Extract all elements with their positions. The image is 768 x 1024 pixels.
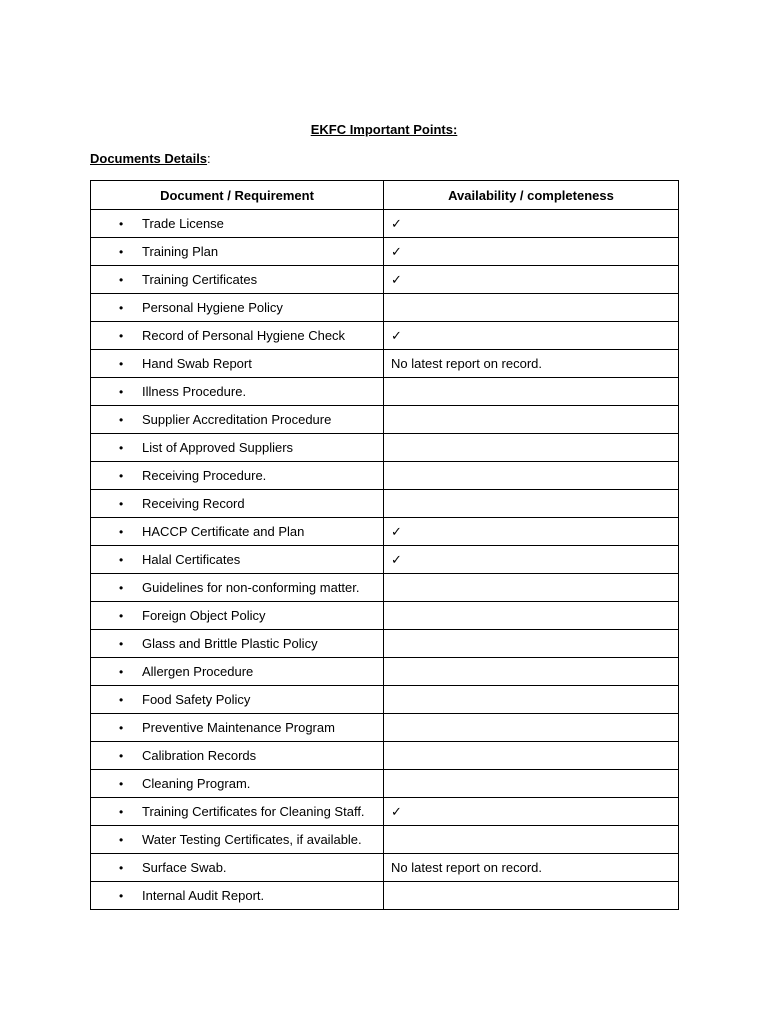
availability-cell [384, 350, 679, 378]
requirement-label: Personal Hygiene Policy [142, 300, 283, 315]
bullet-icon: • [119, 469, 124, 483]
checkmark-icon: ✓ [391, 272, 402, 288]
table-header-row [91, 181, 679, 210]
availability-cell [384, 518, 679, 546]
availability-cell [384, 434, 679, 462]
bullet-icon: • [119, 637, 124, 651]
bullet-icon: • [119, 553, 124, 567]
requirement-cell [91, 658, 384, 686]
requirement-label: Record of Personal Hygiene Check [142, 328, 346, 343]
bullet-icon: • [119, 609, 124, 623]
bullet-icon: • [119, 329, 124, 343]
table-row [91, 210, 679, 238]
requirement-label: List of Approved Suppliers [142, 440, 294, 455]
table-row [91, 602, 679, 630]
documents-table [90, 180, 679, 910]
requirement-label: Illness Procedure. [142, 384, 247, 399]
table-row [91, 518, 679, 546]
availability-cell [384, 882, 679, 910]
requirement-label: Training Plan [142, 244, 219, 259]
requirement-label: Calibration Records [142, 748, 257, 763]
requirement-cell [91, 350, 384, 378]
availability-cell [384, 770, 679, 798]
requirement-label: Supplier Accreditation Procedure [142, 412, 332, 427]
bullet-icon: • [119, 889, 124, 903]
checkmark-icon: ✓ [391, 552, 402, 568]
table-row [91, 714, 679, 742]
table-row [91, 462, 679, 490]
bullet-icon: • [119, 441, 124, 455]
requirement-cell [91, 882, 384, 910]
requirement-label: HACCP Certificate and Plan [142, 524, 305, 539]
availability-cell [384, 210, 679, 238]
requirement-label: Training Certificates for Cleaning Staff. [142, 804, 365, 819]
table-row [91, 266, 679, 294]
requirement-cell [91, 378, 384, 406]
table-row [91, 630, 679, 658]
requirement-cell [91, 686, 384, 714]
table-row [91, 322, 679, 350]
availability-cell [384, 602, 679, 630]
bullet-icon: • [119, 413, 124, 427]
bullet-icon: • [119, 245, 124, 259]
requirement-cell [91, 742, 384, 770]
availability-cell [384, 742, 679, 770]
table-row [91, 546, 679, 574]
requirement-cell [91, 546, 384, 574]
table-row [91, 350, 679, 378]
requirement-cell [91, 406, 384, 434]
requirement-cell [91, 770, 384, 798]
requirement-label: Food Safety Policy [142, 692, 251, 707]
availability-note: No latest report on record. [391, 356, 543, 371]
requirement-cell [91, 798, 384, 826]
bullet-icon: • [119, 217, 124, 231]
requirement-cell [91, 462, 384, 490]
requirement-label: Receiving Record [142, 496, 245, 511]
requirement-cell [91, 602, 384, 630]
availability-cell [384, 798, 679, 826]
table-row [91, 854, 679, 882]
checkmark-icon: ✓ [391, 804, 402, 820]
requirement-label: Glass and Brittle Plastic Policy [142, 636, 318, 651]
requirement-cell [91, 434, 384, 462]
availability-cell [384, 462, 679, 490]
requirement-cell [91, 490, 384, 518]
requirement-label: Receiving Procedure. [142, 468, 267, 483]
availability-cell [384, 294, 679, 322]
availability-cell [384, 238, 679, 266]
table-row [91, 406, 679, 434]
requirement-label: Surface Swab. [142, 860, 227, 875]
requirement-cell [91, 238, 384, 266]
requirement-cell [91, 574, 384, 602]
section-heading-text: Documents Details [90, 151, 208, 166]
bullet-icon: • [119, 833, 124, 847]
table-row [91, 882, 679, 910]
requirement-cell [91, 854, 384, 882]
table-row [91, 742, 679, 770]
availability-cell [384, 378, 679, 406]
requirement-label: Cleaning Program. [142, 776, 251, 791]
table-row [91, 658, 679, 686]
availability-cell [384, 546, 679, 574]
table-row [91, 574, 679, 602]
requirement-label: Water Testing Certificates, if available. [142, 832, 362, 847]
requirement-cell [91, 266, 384, 294]
table-row [91, 826, 679, 854]
checkmark-icon: ✓ [391, 328, 402, 344]
requirement-label: Preventive Maintenance Program [142, 720, 335, 735]
checkmark-icon: ✓ [391, 244, 402, 260]
availability-cell [384, 574, 679, 602]
bullet-icon: • [119, 665, 124, 679]
requirement-cell [91, 826, 384, 854]
bullet-icon: • [119, 861, 124, 875]
bullet-icon: • [119, 385, 124, 399]
checkmark-icon: ✓ [391, 216, 402, 232]
requirement-label: Trade License [142, 216, 224, 231]
bullet-icon: • [119, 357, 124, 371]
bullet-icon: • [119, 721, 124, 735]
table-row [91, 490, 679, 518]
bullet-icon: • [119, 497, 124, 511]
table-row [91, 378, 679, 406]
header-document-requirement: Document / Requirement [91, 181, 384, 210]
availability-cell [384, 714, 679, 742]
checkmark-icon: ✓ [391, 524, 402, 540]
table-row [91, 798, 679, 826]
requirement-label: Halal Certificates [142, 552, 241, 567]
requirement-cell [91, 630, 384, 658]
requirement-label: Training Certificates [142, 272, 258, 287]
requirement-cell [91, 714, 384, 742]
requirement-cell [91, 518, 384, 546]
bullet-icon: • [119, 805, 124, 819]
requirement-label: Foreign Object Policy [142, 608, 266, 623]
bullet-icon: • [119, 301, 124, 315]
bullet-icon: • [119, 749, 124, 763]
bullet-icon: • [119, 273, 124, 287]
requirement-label: Hand Swab Report [142, 356, 252, 371]
availability-note: No latest report on record. [391, 860, 543, 875]
section-heading [90, 151, 211, 166]
table-body [91, 210, 679, 910]
table-row [91, 238, 679, 266]
table-row [91, 294, 679, 322]
availability-cell [384, 686, 679, 714]
bullet-icon: • [119, 581, 124, 595]
requirement-cell [91, 322, 384, 350]
table-row [91, 434, 679, 462]
availability-cell [384, 322, 679, 350]
availability-cell [384, 658, 679, 686]
section-heading-colon: : [207, 151, 211, 166]
bullet-icon: • [119, 693, 124, 707]
requirement-label: Internal Audit Report. [142, 888, 265, 903]
bullet-icon: • [119, 777, 124, 791]
requirement-cell [91, 294, 384, 322]
availability-cell [384, 490, 679, 518]
bullet-icon: • [119, 525, 124, 539]
table-row [91, 686, 679, 714]
requirement-cell [91, 210, 384, 238]
availability-cell [384, 630, 679, 658]
document-title: EKFC Important Points: [310, 122, 458, 137]
availability-cell [384, 406, 679, 434]
table-row [91, 770, 679, 798]
header-availability: Availability / completeness [384, 181, 679, 210]
requirement-label: Allergen Procedure [142, 664, 254, 679]
availability-cell [384, 854, 679, 882]
availability-cell [384, 826, 679, 854]
requirement-label: Guidelines for non-conforming matter. [142, 580, 360, 595]
availability-cell [384, 266, 679, 294]
